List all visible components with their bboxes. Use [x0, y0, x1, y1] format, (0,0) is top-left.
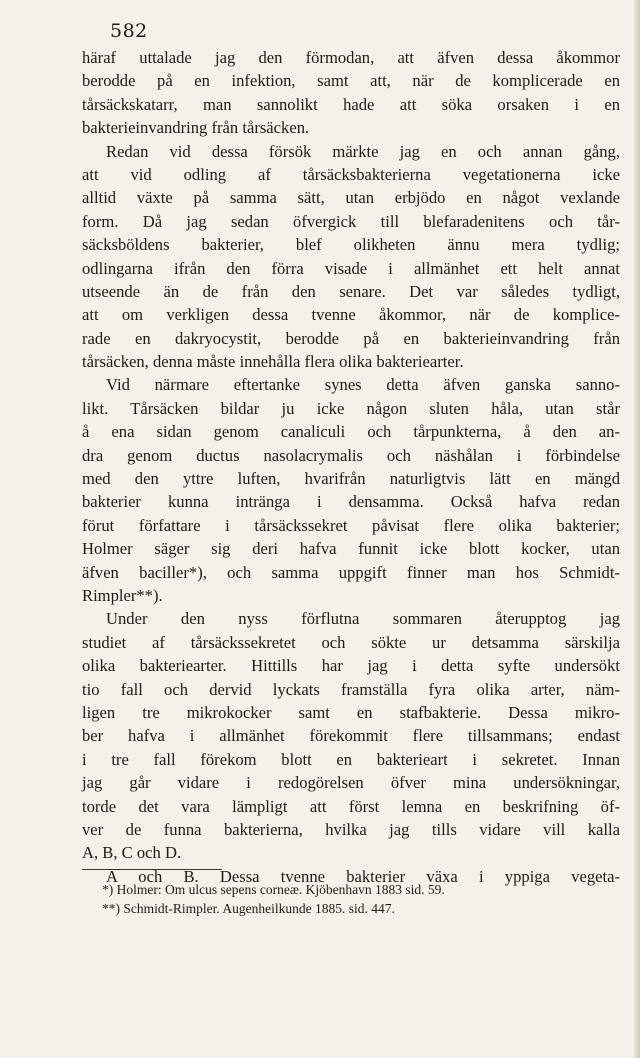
text-line: A och B. Dessa tvenne bakterier växa i yppiga vegeta-: [106, 866, 620, 886]
text-line: utseende än de från den senare. Det var således tydligt,: [82, 281, 620, 301]
text-line: berodde på en infektion, samt att, när de komplicerade en: [82, 71, 620, 91]
text-line: i tre fall förekom blott en bakterieart i sekretet. Innan: [82, 749, 620, 769]
text-line: odlingarna ifrån den förra visade i allmänhet ett helt annat: [82, 258, 620, 278]
text-line: förut författare i tårsäckssekret påvisat flere olika bakterier;: [82, 515, 620, 535]
text-line: äfven baciller*), och samma uppgift finner man hos Schmidt-: [82, 562, 620, 582]
text-line: likt. Tårsäcken bildar ju icke någon sluten håla, utan står: [82, 398, 620, 418]
text-line: att om verkligen dessa tvenne åkommor, när de komplice-: [82, 305, 620, 325]
footnote: **) Schmidt-Rimpler. Augenheilkunde 1885. sid. 447.: [102, 901, 395, 916]
body-text: [82, 46, 620, 888]
text-line: ligen tre mikrokocker samt en stafbakterie. Dessa mikro-: [82, 702, 620, 722]
text-line: Holmer säger sig deri hafva funnit icke blott kocker, utan: [82, 539, 620, 559]
text-line: häraf uttalade jag den förmodan, att äfven dessa åkommor: [82, 48, 620, 67]
text-line: Vid närmare eftertanke synes detta äfven ganska sanno-: [106, 375, 620, 395]
text-line: tio fall och dervid lyckats framställa fyra olika arter, näm-: [82, 679, 620, 699]
footnotes: [82, 880, 620, 918]
text-line: ver de funna bakterierna, hvilka jag tills vidare vill kalla: [82, 819, 620, 839]
text-line: A, B, C och D.: [82, 843, 182, 863]
text-line: att vid odling af tårsäcksbakterierna vegetationerna icke: [82, 164, 620, 184]
text-line: olika bakteriearter. Hittills har jag i detta syfte undersökt: [82, 656, 620, 676]
text-line: Under den nyss förflutna sommaren återupptog jag: [106, 609, 620, 629]
text-line: tårsäckskatarr, man sannolikt hade att söka orsaken i en: [82, 94, 620, 114]
text-line: å ena sidan genom canaliculi och tårpunkterna, å den an-: [82, 422, 620, 442]
text-line: säcksböldens bakterier, blef olikheten ännu mera tydlig;: [82, 235, 620, 255]
text-line: dra genom ductus nasolacrymalis och näshålan i förbindelse: [82, 445, 620, 465]
text-line: form. Då jag sedan öfvergick till blefaradenitens och tår-: [82, 211, 620, 231]
page-edge: [634, 0, 640, 1058]
text-line: rade en dakryocystit, berodde på en bakterieinvandring från: [82, 328, 620, 348]
text-line: tårsäcken, denna måste innehålla flera olika bakteriearter.: [82, 352, 464, 372]
text-line: torde det vara lämpligt att först lemna en beskrifning öf-: [82, 796, 620, 816]
text-line: Rimpler**).: [82, 585, 163, 605]
text-line: bakterieinvandring från tårsäcken.: [82, 118, 310, 138]
text-line: alltid växte på samma sätt, utan erbjödo en något vexlande: [82, 188, 620, 208]
text-line: ber hafva i allmänhet förekommit flere tillsammans; endast: [82, 726, 620, 746]
footnote: *) Holmer: Om ulcus sepens corneæ. Kjöbenhavn 1883 sid. 59.: [102, 882, 445, 897]
text-line: Redan vid dessa försök märkte jag en och annan gång,: [106, 141, 620, 161]
page-number: 582: [110, 20, 148, 42]
text-line: med den yttre luften, hvarifrån naturligtvis lätt en mängd: [82, 469, 620, 489]
text-line: bakterier kunna intränga i densamma. Också hafva redan: [82, 492, 620, 512]
footnote-rule: [82, 869, 222, 870]
text-line: jag går vidare i redogörelsen öfver mina undersökningar,: [82, 773, 620, 793]
text-line: studiet af tårsäckssekretet och sökte ur detsamma särskilja: [82, 632, 620, 652]
